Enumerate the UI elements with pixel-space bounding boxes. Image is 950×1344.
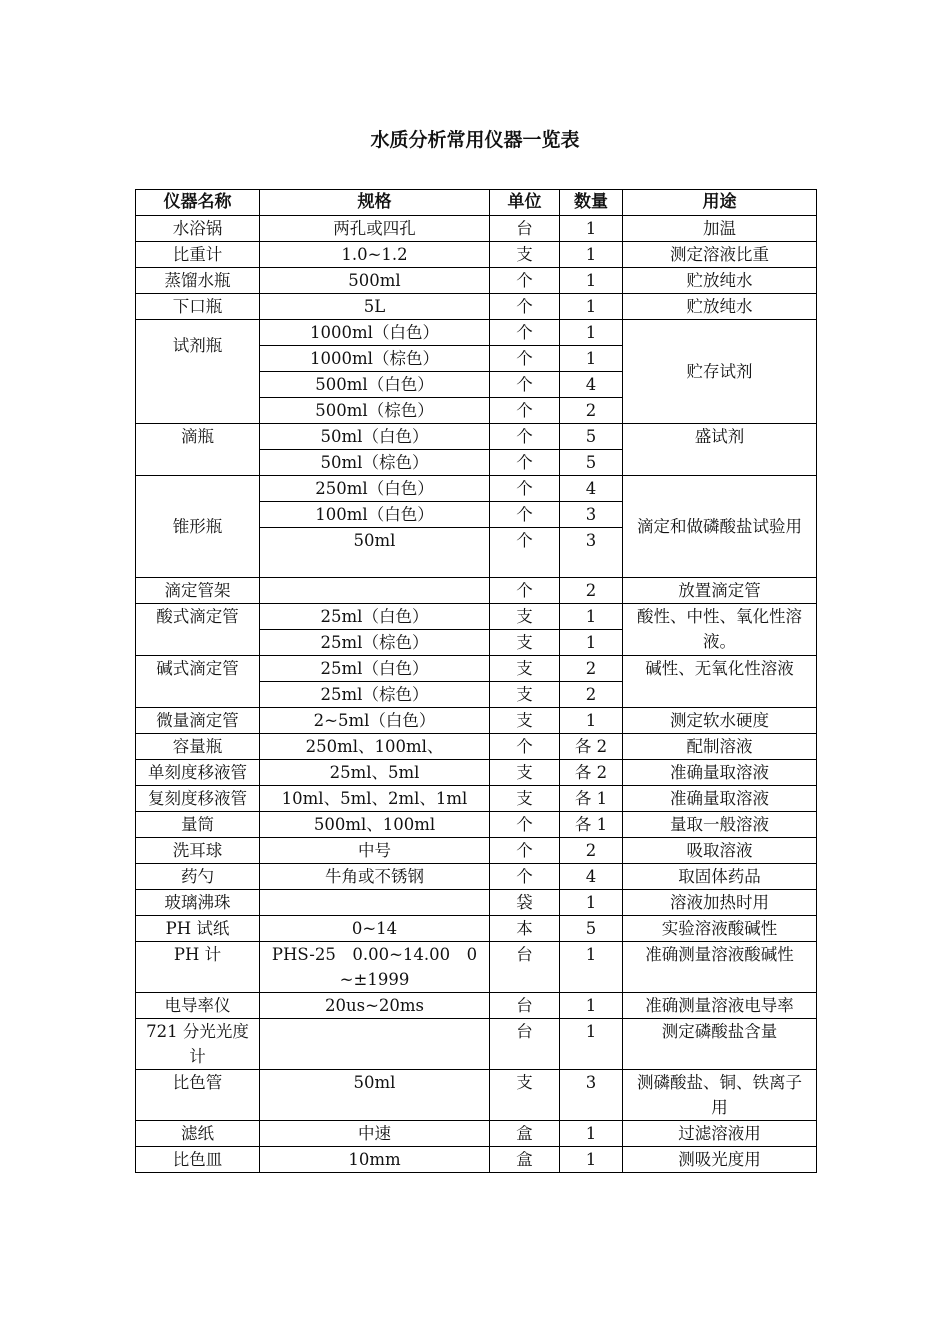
cell-spec: 10mm [260, 1147, 490, 1173]
cell-unit: 个 [490, 864, 560, 890]
cell-unit: 支 [490, 656, 560, 682]
table-row [136, 268, 817, 294]
cell-qty: 各 2 [560, 734, 623, 760]
cell-name: 锥形瓶 [136, 476, 260, 578]
cell-qty: 1 [560, 708, 623, 734]
header-qty: 数量 [560, 190, 623, 216]
cell-usage: 滴定和做磷酸盐试验用 [623, 476, 817, 578]
table-row [136, 1147, 817, 1173]
cell-usage: 过滤溶液用 [623, 1121, 817, 1147]
cell-usage: 测定软水硬度 [623, 708, 817, 734]
cell-qty: 1 [560, 890, 623, 916]
cell-unit: 盒 [490, 1147, 560, 1173]
cell-usage: 贮放纯水 [623, 268, 817, 294]
header-name: 仪器名称 [136, 190, 260, 216]
cell-name: 药勺 [136, 864, 260, 890]
cell-spec: 500ml（白色） [260, 372, 490, 398]
cell-name: 滴定管架 [136, 578, 260, 604]
cell-usage: 量取一般溶液 [623, 812, 817, 838]
cell-spec: 中速 [260, 1121, 490, 1147]
cell-name: 下口瓶 [136, 294, 260, 320]
cell-spec: 中号 [260, 838, 490, 864]
cell-spec [260, 890, 490, 916]
cell-qty: 3 [560, 528, 623, 578]
cell-usage: 测定磷酸盐含量 [623, 1019, 817, 1070]
cell-name: 比色皿 [136, 1147, 260, 1173]
cell-qty: 5 [560, 450, 623, 476]
table-row [136, 786, 817, 812]
cell-qty: 1 [560, 242, 623, 268]
cell-usage: 配制溶液 [623, 734, 817, 760]
cell-unit: 个 [490, 476, 560, 502]
cell-spec: 20us~20ms [260, 993, 490, 1019]
cell-unit: 本 [490, 916, 560, 942]
cell-usage: 实验溶液酸碱性 [623, 916, 817, 942]
table-row [136, 604, 817, 630]
cell-spec: 100ml（白色） [260, 502, 490, 528]
cell-qty: 1 [560, 993, 623, 1019]
cell-spec: 250ml（白色） [260, 476, 490, 502]
cell-unit: 支 [490, 786, 560, 812]
page-title: 水质分析常用仪器一览表 [370, 129, 580, 151]
cell-qty: 各 1 [560, 812, 623, 838]
cell-qty: 3 [560, 502, 623, 528]
cell-spec: 50ml（棕色） [260, 450, 490, 476]
cell-spec: 25ml（棕色） [260, 682, 490, 708]
cell-name: 微量滴定管 [136, 708, 260, 734]
cell-usage: 准确测量溶液酸碱性 [623, 942, 817, 993]
cell-name: PH 计 [136, 942, 260, 993]
cell-spec: 1000ml（白色） [260, 320, 490, 346]
cell-qty: 2 [560, 578, 623, 604]
cell-qty: 1 [560, 216, 623, 242]
cell-usage: 溶液加热时用 [623, 890, 817, 916]
table-row [136, 656, 817, 682]
cell-usage: 吸取溶液 [623, 838, 817, 864]
cell-spec [260, 1019, 490, 1070]
header-unit: 单位 [490, 190, 560, 216]
cell-unit: 个 [490, 294, 560, 320]
cell-unit: 台 [490, 1019, 560, 1070]
cell-spec: 25ml（棕色） [260, 630, 490, 656]
cell-usage: 准确量取溶液 [623, 760, 817, 786]
cell-unit: 支 [490, 242, 560, 268]
cell-usage: 测磷酸盐、铜、铁离子用 [623, 1070, 817, 1121]
cell-unit: 支 [490, 708, 560, 734]
cell-spec: 500ml、100ml [260, 812, 490, 838]
cell-qty: 1 [560, 320, 623, 346]
cell-qty: 2 [560, 398, 623, 424]
table-row [136, 708, 817, 734]
cell-spec: 50ml [260, 528, 490, 578]
cell-name: 电导率仪 [136, 993, 260, 1019]
cell-unit: 个 [490, 320, 560, 346]
instrument-table [135, 189, 817, 1173]
table-row [136, 916, 817, 942]
cell-name: 水浴锅 [136, 216, 260, 242]
cell-name: 试剂瓶 [136, 320, 260, 424]
cell-qty: 2 [560, 838, 623, 864]
table-row [136, 1019, 817, 1070]
cell-name: 滤纸 [136, 1121, 260, 1147]
cell-qty: 3 [560, 1070, 623, 1121]
cell-qty: 1 [560, 630, 623, 656]
cell-usage: 测定溶液比重 [623, 242, 817, 268]
table-row [136, 890, 817, 916]
cell-unit: 个 [490, 502, 560, 528]
cell-unit: 盒 [490, 1121, 560, 1147]
cell-spec: 两孔或四孔 [260, 216, 490, 242]
table-row [136, 424, 817, 450]
table-row [136, 216, 817, 242]
cell-spec: 1000ml（棕色） [260, 346, 490, 372]
cell-qty: 1 [560, 1121, 623, 1147]
cell-spec: 0~14 [260, 916, 490, 942]
cell-qty: 1 [560, 1019, 623, 1070]
cell-name: 单刻度移液管 [136, 760, 260, 786]
cell-qty: 1 [560, 268, 623, 294]
cell-spec: 5L [260, 294, 490, 320]
cell-qty: 1 [560, 1147, 623, 1173]
cell-name: PH 试纸 [136, 916, 260, 942]
cell-name: 玻璃沸珠 [136, 890, 260, 916]
cell-spec: 50ml [260, 1070, 490, 1121]
cell-qty: 1 [560, 604, 623, 630]
cell-spec: 500ml [260, 268, 490, 294]
cell-unit: 个 [490, 528, 560, 578]
header-usage: 用途 [623, 190, 817, 216]
cell-name: 721 分光光度计 [136, 1019, 260, 1070]
cell-qty: 1 [560, 346, 623, 372]
cell-spec: 牛角或不锈钢 [260, 864, 490, 890]
cell-spec: 25ml（白色） [260, 604, 490, 630]
cell-name: 酸式滴定管 [136, 604, 260, 656]
cell-unit: 支 [490, 760, 560, 786]
cell-unit: 台 [490, 993, 560, 1019]
cell-spec: 25ml、5ml [260, 760, 490, 786]
cell-name: 容量瓶 [136, 734, 260, 760]
cell-spec: 1.0~1.2 [260, 242, 490, 268]
cell-usage: 放置滴定管 [623, 578, 817, 604]
table-row [136, 812, 817, 838]
table-header-row [136, 190, 817, 216]
table-row [136, 476, 817, 502]
cell-name: 比重计 [136, 242, 260, 268]
cell-unit: 袋 [490, 890, 560, 916]
cell-qty: 4 [560, 864, 623, 890]
cell-name: 碱式滴定管 [136, 656, 260, 708]
table-row [136, 1070, 817, 1121]
table-row [136, 294, 817, 320]
cell-qty: 各 2 [560, 760, 623, 786]
table-row [136, 578, 817, 604]
cell-unit: 个 [490, 268, 560, 294]
table-row [136, 242, 817, 268]
cell-usage: 加温 [623, 216, 817, 242]
cell-name: 滴瓶 [136, 424, 260, 476]
cell-qty: 2 [560, 682, 623, 708]
cell-unit: 台 [490, 942, 560, 993]
table-row [136, 993, 817, 1019]
table-row [136, 864, 817, 890]
cell-usage: 取固体药品 [623, 864, 817, 890]
cell-spec: 10ml、5ml、2ml、1ml [260, 786, 490, 812]
cell-usage: 盛试剂 [623, 424, 817, 476]
cell-usage: 贮放纯水 [623, 294, 817, 320]
cell-qty: 各 1 [560, 786, 623, 812]
cell-unit: 个 [490, 398, 560, 424]
cell-spec: 2~5ml（白色） [260, 708, 490, 734]
cell-usage: 贮存试剂 [623, 320, 817, 424]
cell-spec: 25ml（白色） [260, 656, 490, 682]
cell-spec: 50ml（白色） [260, 424, 490, 450]
cell-unit: 个 [490, 372, 560, 398]
cell-usage: 酸性、中性、氧化性溶液。 [623, 604, 817, 656]
cell-name: 洗耳球 [136, 838, 260, 864]
cell-unit: 台 [490, 216, 560, 242]
cell-unit: 支 [490, 682, 560, 708]
cell-unit: 个 [490, 346, 560, 372]
cell-qty: 4 [560, 476, 623, 502]
cell-qty: 5 [560, 916, 623, 942]
cell-spec: 250ml、100ml、 [260, 734, 490, 760]
table-row [136, 760, 817, 786]
table-row [136, 1121, 817, 1147]
cell-unit: 个 [490, 424, 560, 450]
cell-spec: PHS-25 0.00~14.00 0~±1999 [260, 942, 490, 993]
cell-qty: 5 [560, 424, 623, 450]
cell-unit: 支 [490, 630, 560, 656]
cell-unit: 个 [490, 734, 560, 760]
cell-unit: 支 [490, 1070, 560, 1121]
table-row [136, 734, 817, 760]
cell-usage: 准确量取溶液 [623, 786, 817, 812]
cell-unit: 支 [490, 604, 560, 630]
cell-name: 蒸馏水瓶 [136, 268, 260, 294]
cell-qty: 1 [560, 294, 623, 320]
header-spec: 规格 [260, 190, 490, 216]
table-row [136, 942, 817, 993]
cell-name: 比色管 [136, 1070, 260, 1121]
cell-unit: 个 [490, 450, 560, 476]
cell-name: 复刻度移液管 [136, 786, 260, 812]
cell-name: 量筒 [136, 812, 260, 838]
cell-spec [260, 578, 490, 604]
table-row [136, 838, 817, 864]
cell-qty: 1 [560, 942, 623, 993]
cell-usage: 测吸光度用 [623, 1147, 817, 1173]
cell-qty: 4 [560, 372, 623, 398]
cell-usage: 碱性、无氧化性溶液 [623, 656, 817, 708]
cell-unit: 个 [490, 812, 560, 838]
cell-usage: 准确测量溶液电导率 [623, 993, 817, 1019]
cell-spec: 500ml（棕色） [260, 398, 490, 424]
cell-qty: 2 [560, 656, 623, 682]
cell-unit: 个 [490, 578, 560, 604]
table-row [136, 320, 817, 346]
cell-unit: 个 [490, 838, 560, 864]
